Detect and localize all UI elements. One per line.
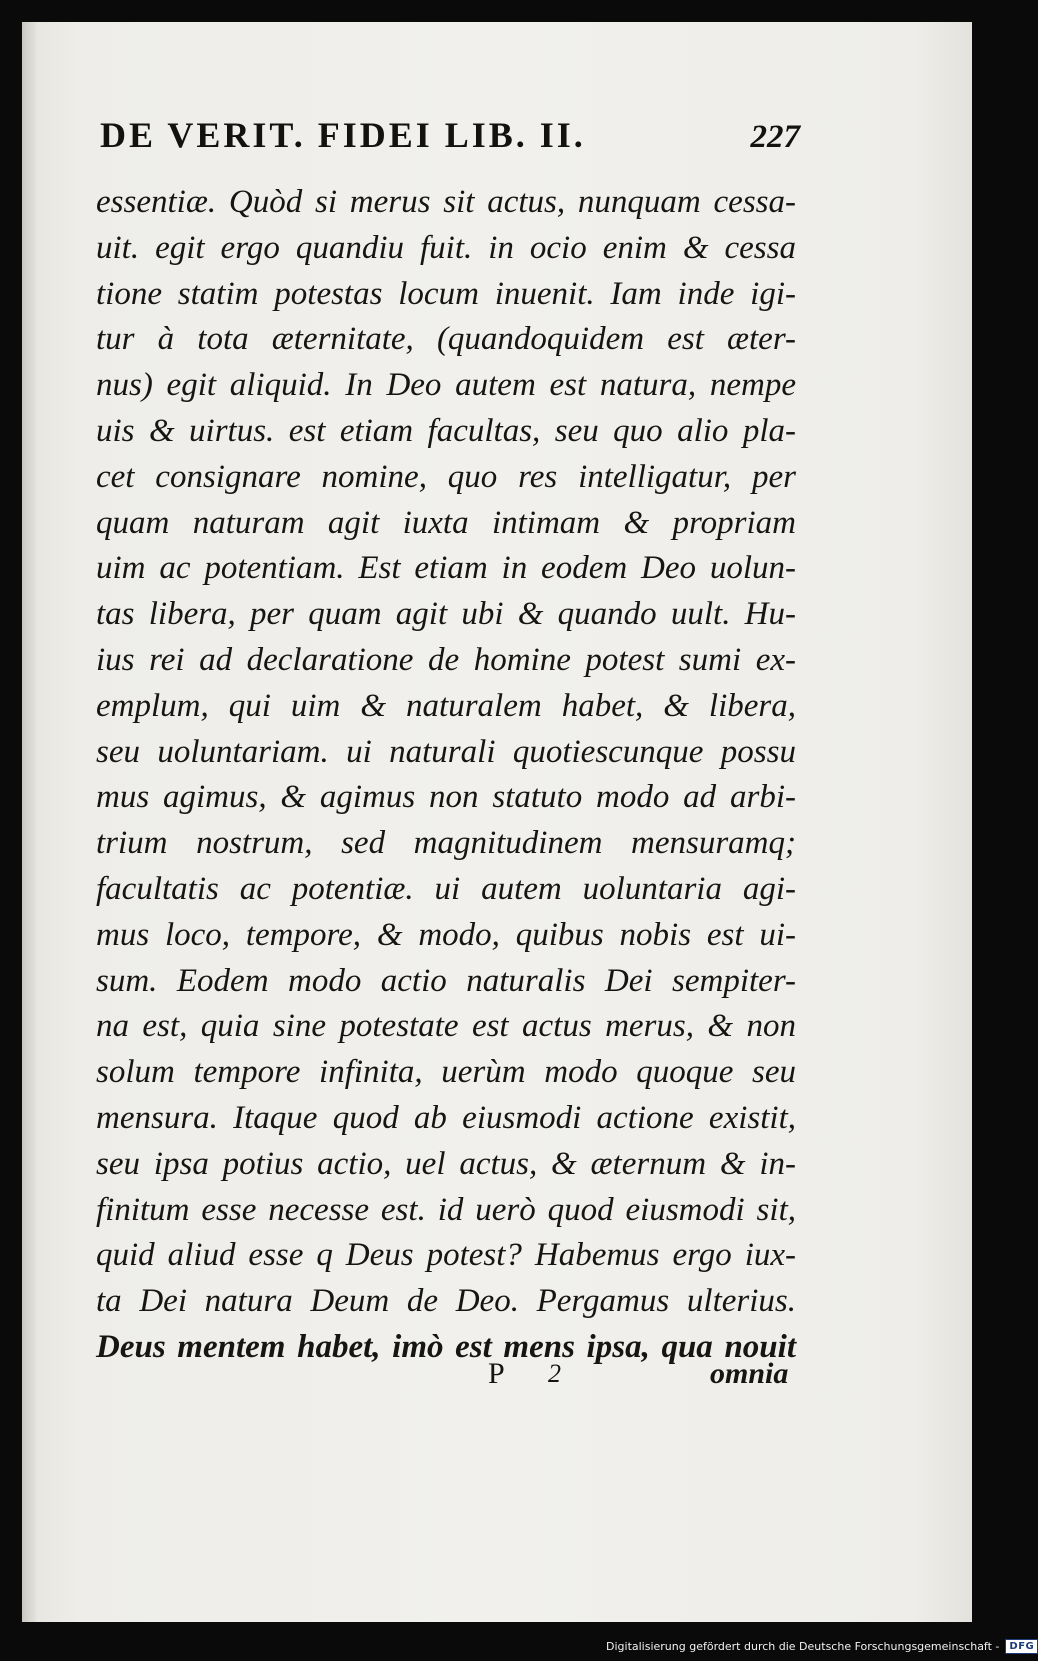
text-line: solum tempore infinita, uerùm modo quoque seu	[96, 1054, 796, 1091]
signature-number: 2	[548, 1359, 561, 1388]
page-number: 227	[750, 119, 800, 155]
text-line: mus agimus, & agimus non statuto modo ad arbi-	[96, 779, 796, 816]
text-line: seu ipsa potius actio, uel actus, & æternum & in-	[96, 1145, 796, 1182]
text-line: tas libera, per quam agit ubi & quando uult. Hu-	[96, 596, 796, 633]
text-line: na est, quia sine potestate est actus merus, & non	[96, 1008, 796, 1045]
text-line: tione statim potestas locum inuenit. Iam inde igi-	[96, 275, 796, 312]
running-head	[100, 114, 800, 168]
text-line: facultatis ac potentiæ. ui autem uoluntaria agi-	[96, 870, 796, 907]
digitization-text: Digitalisierung gefördert durch die Deutsche Forschungsgemeinschaft -	[606, 1639, 1000, 1653]
signature-mark: P	[488, 1357, 505, 1390]
text-line: tur à tota æternitate, (quandoquidem est æter-	[96, 321, 796, 358]
text-line: trium nostrum, sed magnitudinem mensuramq;	[96, 825, 796, 862]
text-line: mensura. Itaque quod ab eiusmodi actione existit,	[96, 1099, 796, 1136]
text-line: emplum, qui uim & naturalem habet, & libera,	[96, 687, 796, 724]
digitization-credit	[606, 1636, 1038, 1656]
text-line: sum. Eodem modo actio naturalis Dei sempiter-	[96, 962, 796, 999]
text-line: uit. egit ergo quandiu fuit. in ocio enim & cessa	[96, 229, 796, 266]
text-line: ta Dei natura Deum de Deo. Pergamus ulterius.	[96, 1283, 796, 1320]
text-line: uim ac potentiam. Est etiam in eodem Deo uolun-	[96, 550, 796, 587]
text-line: cet consignare nomine, quo res intelligatur, per	[96, 458, 796, 495]
text-block	[96, 180, 796, 1371]
text-line: quid aliud esse q Deus potest? Habemus ergo iux-	[96, 1237, 796, 1274]
text-line: Deus mentem habet, imò est mens ipsa, qua nouit	[96, 1328, 796, 1365]
text-line: nus) egit aliquid. In Deo autem est natura, nempe	[96, 367, 796, 404]
text-line: finitum esse necesse est. id uerò quod eiusmodi sit,	[96, 1191, 796, 1228]
text-line: ius rei ad declaratione de homine potest sumi ex-	[96, 641, 796, 678]
running-title: DE VERIT. FIDEI LIB. II.	[100, 115, 586, 155]
catchword: omnia	[710, 1357, 789, 1390]
dfg-logo: DFG	[1005, 1639, 1038, 1654]
text-line: essentiæ. Quòd si merus sit actus, nunquam cessa-	[96, 184, 796, 220]
text-line: mus loco, tempore, & modo, quibus nobis est ui-	[96, 916, 796, 953]
page-footer	[488, 1357, 788, 1401]
text-line: uis & uirtus. est etiam facultas, seu quo alio pla-	[96, 412, 796, 449]
page-edge	[22, 22, 36, 1622]
text-line: quam naturam agit iuxta intimam & propriam	[96, 504, 796, 541]
text-line: seu uoluntariam. ui naturali quotiescunque possu	[96, 733, 796, 770]
book-page	[22, 22, 972, 1622]
